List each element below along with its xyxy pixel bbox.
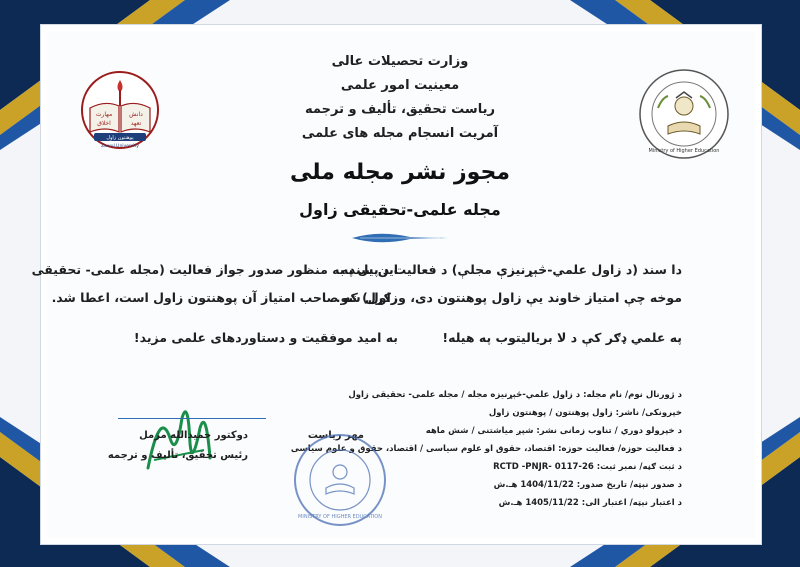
dari-line-2: زاول) که صاحب امتیاز آن پوهنتون زاول است، اعطا شد. (51, 290, 398, 305)
pashto-line-2: موخه چې امتياز خاوند يې زاول پوهنتون دی، ورکړل شو. (335, 290, 682, 305)
logo-word-4: تعهد (130, 120, 142, 127)
signature-line (118, 418, 266, 419)
header-deputy: معینیت امور علمی (340, 78, 460, 93)
detail-issue-date: د صدور نېټه/ تاریخ صدور: 1404/11/22 هـ.ش (493, 480, 682, 490)
detail-frequency: د خپرولو دوري / تناوب زمانی نشر: شپږ مياشتنی / شش ماهه (425, 426, 682, 436)
logo-word-3: اخلاق (97, 120, 111, 127)
detail-journal-name: د ژورنال نوم/ نام مجله: د زاول علمي-څېړنيزه مجله / مجله علمی- تحقیقی زاول (348, 390, 682, 400)
ministry-seal-stamp (292, 432, 388, 528)
dari-line-3: به امید موفقیت و دستاوردهای علمی مزید! (133, 330, 398, 345)
certificate-title: مجوز نشر مجله ملی (290, 160, 510, 185)
seal-text: MINISTRY OF HIGHER EDUCATION (298, 514, 382, 520)
ministry-logo-text: Ministry of Higher Education (648, 148, 720, 154)
pashto-line-1: دا سند (د زاول علمي-څېړنيزې مجلې) د فعالیت د پيل په (340, 262, 682, 277)
logo-banner: پوهنتون زاول (106, 135, 134, 141)
quill-divider (350, 228, 450, 248)
detail-expiry-date: د اعتبار نېټه/ اعتبار الی: 1405/11/22 هـ.ش (498, 498, 682, 508)
logo-word-1: مهارت (95, 111, 113, 118)
dari-line-1: این سند به منظور صدور جواز فعالیت (مجله علمی- تحقیقی (31, 262, 398, 277)
pashto-line-3: په علمي ډګر کې د لا برياليتوب په هيله! (442, 330, 682, 345)
signatory-title: رئیس تحقیق، تألیف و ترجمه (107, 450, 248, 461)
header-directorate: ریاست تحقیق، تألیف و ترجمه (305, 102, 495, 117)
stamp-caption: مهر ریاست (307, 430, 364, 441)
detail-publisher: خپرونکی/ ناشر: زاول پوهنتون / پوهنتون زاول (488, 408, 682, 418)
signatory-name: دوکتور حمیدالله مزمل (139, 430, 248, 441)
detail-field: د فعالیت حوزه/ فعالیت حوزه: اقتصاد، حقوق او علوم سیاسی / اقتصاد، حقوق و علوم سیاسی (290, 444, 682, 454)
logo-english: Zawul University (101, 144, 139, 149)
logo-word-2: دانش (129, 111, 143, 118)
journal-name: مجله علمی-تحقیقی زاول (299, 200, 501, 219)
detail-registration: د ثبت ګڼه/ نمبر ثبت: RCTD -PNJR- 0117-26 (493, 462, 682, 472)
header-ministry: وزارت تحصیلات عالی (331, 54, 469, 69)
header-department: آمریت انسجام مجله های علمی (301, 126, 499, 141)
